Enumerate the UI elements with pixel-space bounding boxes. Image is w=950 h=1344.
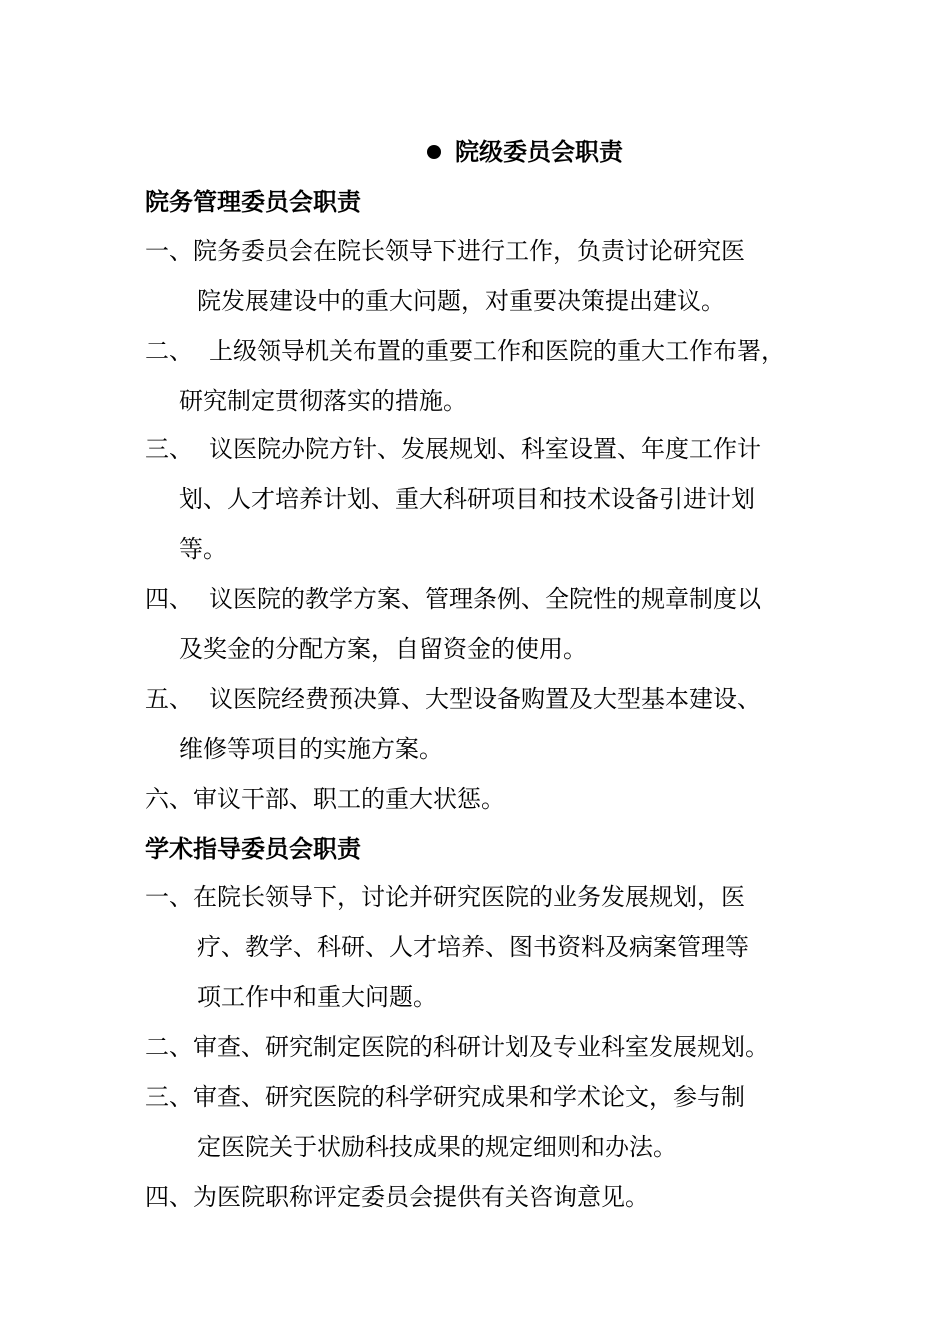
item-line: 议医院经费预决算、大型设备购置及大型基本建设、 [209, 685, 761, 713]
item-line: 院发展建设中的重大问题，对重要决策提出建议。 [197, 287, 725, 315]
item-line: 疗、教学、科研、人才培养、图书资料及病案管理等 [197, 933, 749, 961]
list-item [145, 424, 825, 574]
item-line: 研究制定贯彻落实的措施。 [179, 387, 467, 415]
bullet-icon [427, 145, 441, 159]
section-heading: 学术指导委员会职责 [145, 835, 361, 863]
item-number: 四、 [145, 585, 193, 613]
item-line: 四、为医院职称评定委员会提供有关咨询意见。 [145, 1183, 649, 1211]
item-line: 划、人才培养计划、重大科研项目和技术设备引进计划 [179, 485, 755, 513]
item-line: 一、院务委员会在院长领导下进行工作，负责讨论研究医 [145, 237, 745, 265]
list-item [145, 1022, 825, 1072]
list-item [145, 1172, 825, 1222]
item-number: 三、 [145, 435, 193, 463]
list-item [145, 674, 825, 774]
item-line: 六、审议干部、职工的重大状惩。 [145, 785, 505, 813]
list-item [145, 326, 825, 426]
list-item [145, 574, 825, 674]
item-line: 等。 [179, 535, 227, 563]
section-heading: 院务管理委员会职责 [145, 188, 361, 216]
item-line: 议医院办院方针、发展规划、科室设置、年度工作计 [209, 435, 761, 463]
list-item [145, 226, 825, 326]
item-number: 五、 [145, 685, 193, 713]
item-line: 维修等项目的实施方案。 [179, 735, 443, 763]
item-number: 二、 [145, 337, 193, 365]
item-line: 议医院的教学方案、管理条例、全院性的规章制度以 [209, 585, 761, 613]
item-line: 上级领导机关布置的重要工作和医院的重大工作布署， [209, 337, 785, 365]
item-line: 及奖金的分配方案，自留资金的使用。 [179, 635, 587, 663]
list-item [145, 774, 825, 824]
item-line: 三、审查、研究医院的科学研究成果和学术论文，参与制 [145, 1083, 745, 1111]
item-line: 定医院关于状励科技成果的规定细则和办法。 [197, 1133, 677, 1161]
document-title [0, 132, 950, 172]
item-line: 二、审查、研究制定医院的科研计划及专业科室发展规划。 [145, 1033, 769, 1061]
list-item [145, 1072, 825, 1172]
item-line: 一、在院长领导下，讨论并研究医院的业务发展规划，医 [145, 883, 745, 911]
item-line: 项工作中和重大问题。 [197, 983, 437, 1011]
list-item [145, 872, 825, 1022]
document-title-text: 院级委员会职责 [455, 138, 623, 166]
